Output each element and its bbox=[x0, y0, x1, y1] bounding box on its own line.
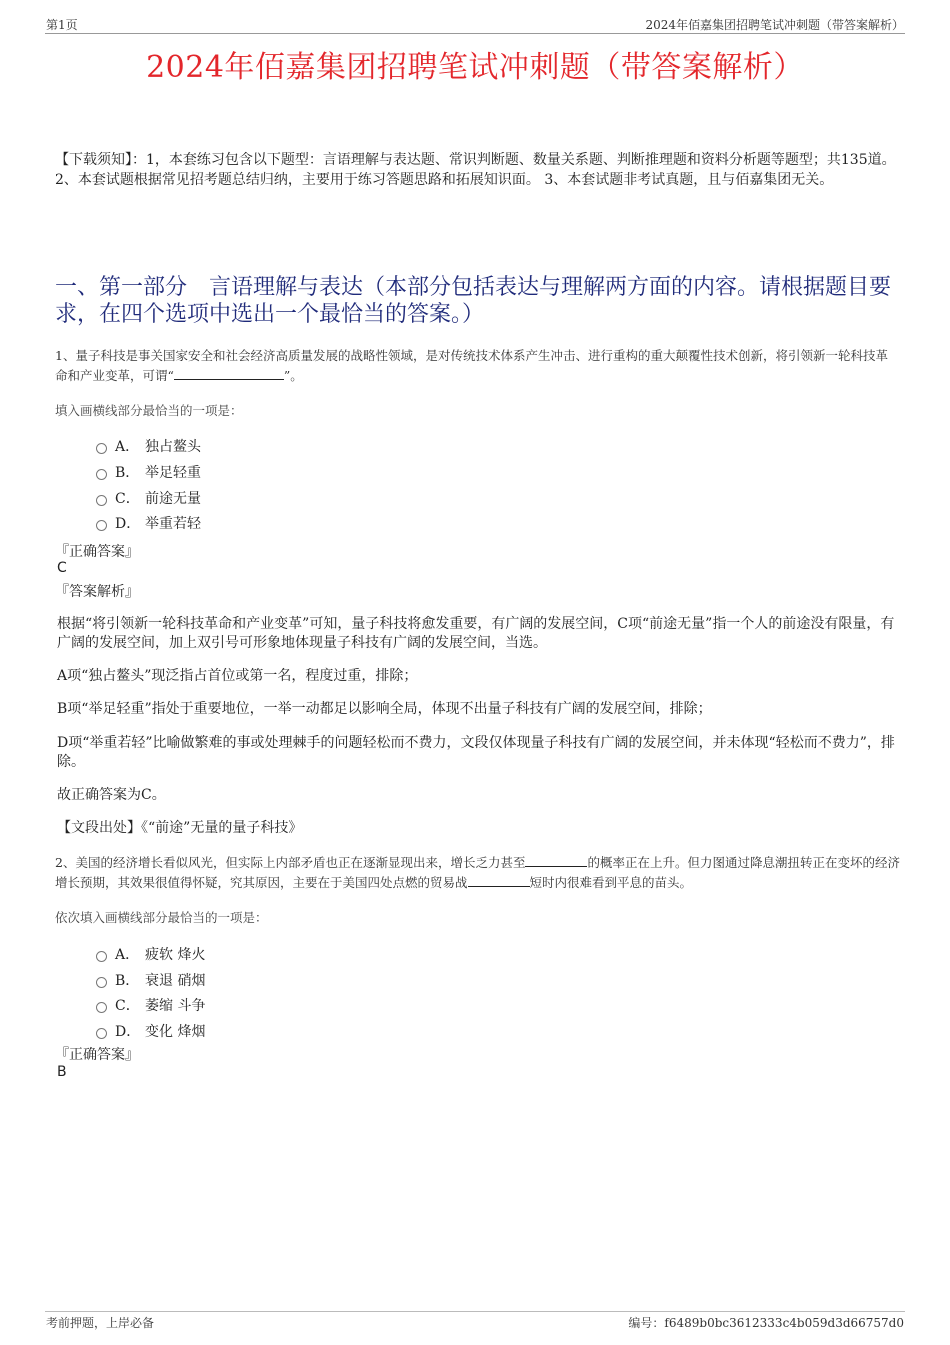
analysis-paragraph: A项“独占鳌头”现泛指占首位或第一名，程度过重，排除； bbox=[57, 668, 418, 684]
option-label: C． bbox=[115, 998, 140, 1014]
analysis-paragraph: 根据“将引领新一轮科技革命和产业变革”可知，量子科技将愈发重要，有广阔的发展空间，C项“前途无量”指一个人的前途没有限量，有广阔的发展空间，加上双引号可形象地体现量子科技有广阔的发展空间，当选。 bbox=[57, 616, 895, 651]
option-d[interactable] bbox=[96, 1021, 205, 1041]
option-label: A． bbox=[115, 439, 140, 455]
analysis-conclusion: 故正确答案为C。 bbox=[57, 787, 166, 803]
option-text: 变化 烽烟 bbox=[145, 1024, 206, 1040]
question-2-stem bbox=[55, 853, 900, 893]
analysis-paragraph: B项“举足轻重”指处于重要地位，一举一动都足以影响全局，体现不出量子科技有广阔的发展空间，排除； bbox=[57, 701, 712, 717]
option-c[interactable] bbox=[96, 488, 201, 508]
answer-blank bbox=[174, 367, 284, 380]
radio-icon[interactable] bbox=[96, 495, 107, 506]
option-a[interactable] bbox=[96, 944, 205, 964]
option-text: 举足轻重 bbox=[145, 465, 201, 481]
option-text: 疲软 烽火 bbox=[145, 947, 206, 963]
option-label: D． bbox=[115, 1024, 141, 1040]
header-divider bbox=[45, 33, 905, 34]
radio-icon[interactable] bbox=[96, 443, 107, 454]
radio-icon[interactable] bbox=[96, 520, 107, 531]
option-label: B． bbox=[115, 465, 140, 481]
option-b[interactable] bbox=[96, 970, 205, 990]
stem-text-end: ”。 bbox=[283, 368, 303, 383]
option-d[interactable] bbox=[96, 513, 201, 533]
question-2-prompt: 依次填入画横线部分最恰当的一项是： bbox=[55, 910, 268, 925]
page-number: 第1页 bbox=[46, 18, 78, 32]
analysis-label: 『答案解析』 bbox=[55, 584, 139, 600]
header-doc-title: 2024年佰嘉集团招聘笔试冲刺题（带答案解析） bbox=[645, 18, 904, 32]
correct-answer-label: 『正确答案』 bbox=[55, 544, 139, 560]
stem-text: 2、美国的经济增长看似风光，但实际上内部矛盾也正在逐渐显现出来，增长乏力甚至 bbox=[55, 855, 526, 870]
radio-icon[interactable] bbox=[96, 951, 107, 962]
option-label: C． bbox=[115, 491, 140, 507]
section-heading: 一、第一部分 言语理解与表达（本部分包括表达与理解两方面的内容。请根据题目要求，在四个选项中选出一个最恰当的答案。） bbox=[55, 275, 892, 327]
source-citation: 【文段出处】《“前途”无量的量子科技》 bbox=[57, 820, 303, 836]
option-label: B． bbox=[115, 973, 140, 989]
radio-icon[interactable] bbox=[96, 469, 107, 480]
stem-text: 的概率正在上升。但力图通过降息潮扭转正在变坏的经济增长预期，其效果很值得怀疑，究其原因，主要在于美国四处点燃的贸易战 bbox=[55, 855, 900, 890]
option-text: 萎缩 斗争 bbox=[145, 998, 206, 1014]
option-text: 举重若轻 bbox=[145, 516, 201, 532]
document-title: 2024年佰嘉集团招聘笔试冲刺题（带答案解析） bbox=[146, 50, 804, 85]
analysis-paragraph: D项“举重若轻”比喻做繁难的事或处理棘手的问题轻松而不费力，文段仅体现量子科技有广阔的发展空间，并未体现“轻松而不费力”，排除。 bbox=[57, 735, 895, 770]
option-label: A． bbox=[115, 947, 140, 963]
correct-answer: B bbox=[57, 1064, 67, 1080]
correct-answer: C bbox=[57, 560, 67, 576]
option-a[interactable] bbox=[96, 436, 201, 456]
radio-icon[interactable] bbox=[96, 1028, 107, 1039]
radio-icon[interactable] bbox=[96, 977, 107, 988]
answer-blank bbox=[468, 874, 530, 887]
stem-text: 1、量子科技是事关国家安全和社会经济高质量发展的战略性领域，是对传统技术体系产生冲击、进行重构的重大颠覆性技术创新，将引领新一轮科技革命和产业变革，可谓“ bbox=[55, 348, 888, 383]
answer-blank bbox=[525, 854, 587, 867]
question-1-prompt: 填入画横线部分最恰当的一项是： bbox=[55, 403, 243, 418]
option-text: 前途无量 bbox=[145, 491, 201, 507]
option-text: 独占鳌头 bbox=[145, 439, 201, 455]
question-1-stem bbox=[55, 346, 900, 386]
option-text: 衰退 硝烟 bbox=[145, 973, 206, 989]
download-notice: 【下载须知】：1，本套练习包含以下题型：言语理解与表达题、常识判断题、数量关系题、判断推理题和资料分析题等题型；共135道。 2、本套试题根据常见招考题总结归纳，主要用于练习答题思路和拓展知识面。 3、本套试题非考试真题，且与佰嘉集团无关。 bbox=[55, 152, 896, 188]
radio-icon[interactable] bbox=[96, 1002, 107, 1013]
correct-answer-label: 『正确答案』 bbox=[55, 1047, 139, 1063]
option-c[interactable] bbox=[96, 995, 205, 1015]
option-label: D． bbox=[115, 516, 141, 532]
footer-slogan: 考前押题，上岸必备 bbox=[46, 1316, 155, 1330]
footer-id: 编号：f6489b0bc3612333c4b059d3d66757d0 bbox=[628, 1316, 904, 1330]
stem-text: 短时内很难看到平息的苗头。 bbox=[529, 875, 693, 890]
footer-divider bbox=[45, 1311, 905, 1312]
option-b[interactable] bbox=[96, 462, 201, 482]
